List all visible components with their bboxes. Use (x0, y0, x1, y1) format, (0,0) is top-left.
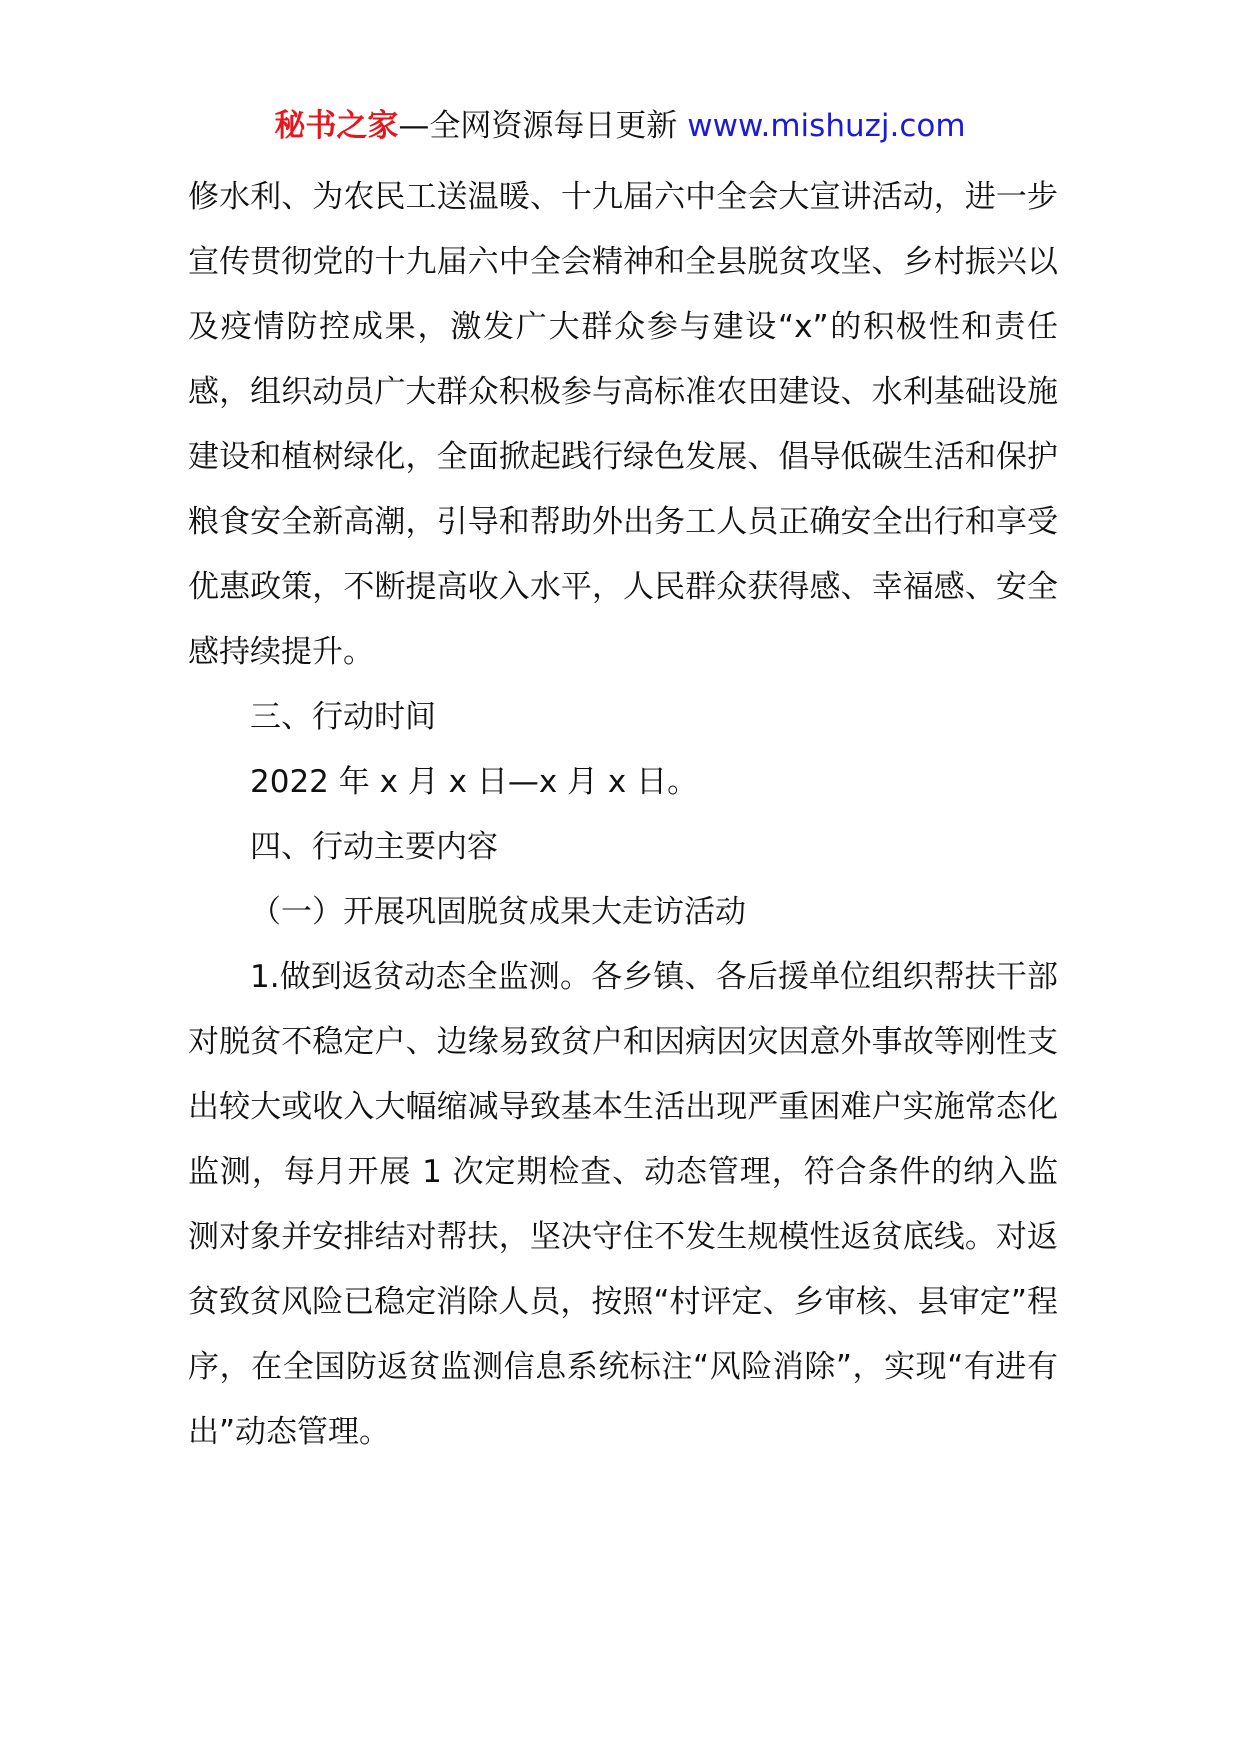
paragraph-monitoring: 1.做到返贫动态全监测。各乡镇、各后援单位组织帮扶干部对脱贫不稳定户、边缘易致贫户和因病因灾因意外事故等刚性支出较大或收入大幅缩减导致基本生活出现严重困难户实施常态化监测，每月开展 1 次定期检查、动态管理，符合条件的纳入监测对象并安排结对帮扶，坚决守住不发生规模性返贫底线。对返贫致贫风险已稳定消除人员，按照“村评定、乡审核、县审定”程序，在全国防返贫监测信息系统标注“风险消除”，实现“有进有出”动态管理。 (188, 959, 1058, 1450)
section-heading-main-content: 四、行动主要内容 (250, 829, 498, 865)
site-header (0, 96, 1240, 156)
site-slogan: —全网资源每日更新 (398, 108, 678, 144)
document-body (188, 165, 1058, 1465)
site-url[interactable]: www.mishuzj.com (687, 108, 966, 144)
paragraph-action-dates: 2022 年 x 月 x 日—x 月 x 日。 (250, 764, 699, 800)
section-heading-action-time: 三、行动时间 (250, 699, 436, 735)
subsection-heading-visits: （一）开展巩固脱贫成果大走访活动 (250, 894, 746, 930)
site-brand: 秘书之家 (274, 108, 399, 144)
paragraph-continuation: 修水利、为农民工送温暖、十九届六中全会大宣讲活动，进一步宣传贯彻党的十九届六中全会精神和全县脱贫攻坚、乡村振兴以及疫情防控成果，激发广大群众参与建设“x”的积极性和责任感，组织动员广大群众积极参与高标准农田建设、水利基础设施建设和植树绿化，全面掀起践行绿色发展、倡导低碳生活和保护粮食安全新高潮，引导和帮助外出务工人员正确安全出行和享受优惠政策，不断提高收入水平，人民群众获得感、幸福感、安全感持续提升。 (188, 179, 1058, 670)
